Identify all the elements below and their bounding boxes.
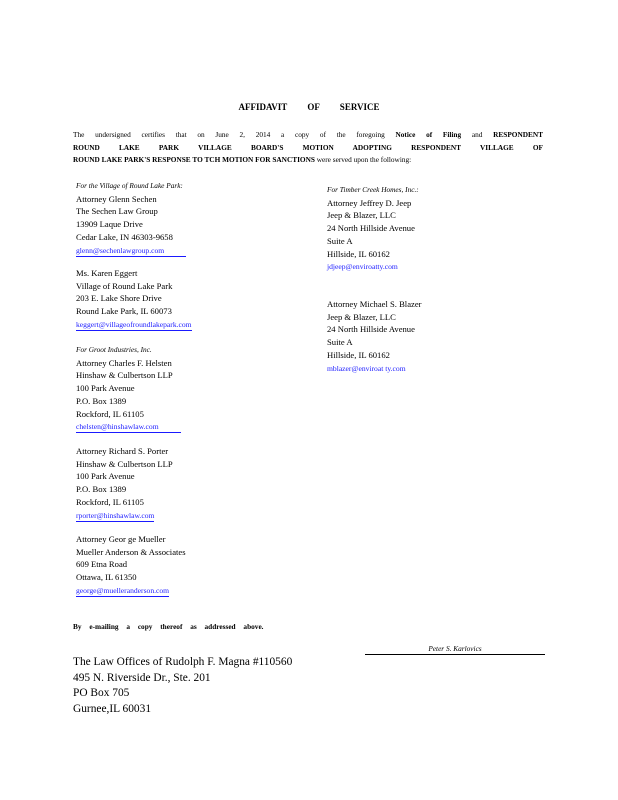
address-line: Rockford, IL 61105	[76, 408, 144, 419]
address-line: Jeep & Blazer, LLC	[327, 311, 396, 322]
address-line: Ms. Karen Eggert	[76, 268, 138, 278]
address-line: 609 Etna Road	[76, 559, 128, 570]
address-line: Suite A	[327, 235, 353, 246]
address-block	[327, 298, 422, 374]
firm-address-block	[73, 655, 292, 717]
address-line: 203 E. Lake Shore Drive	[76, 293, 162, 304]
address-line: Suite A	[327, 337, 353, 348]
address-line: Rockford, IL 61105	[76, 496, 144, 507]
statement-text: were served upon the following:	[314, 155, 412, 164]
address-line: Jeep & Blazer, LLC	[327, 210, 396, 221]
address-line: P.O. Box 1389	[76, 395, 127, 406]
signature-line: Peter S. Karlovics	[365, 643, 545, 655]
address-block	[327, 184, 419, 273]
address-block	[76, 344, 181, 433]
address-line: Attorney Jeffrey D. Jeep	[327, 197, 412, 208]
motion-title-text: ROUND LAKE PARK VILLAGE BOARD'S MOTION ADOPTING RESPONDENT VILLAGE OF	[73, 142, 543, 152]
address-line: The Sechen Law Group	[76, 206, 158, 217]
party-heading: For Timber Creek Homes, Inc.:	[327, 185, 419, 194]
statement-text: The undersigned certifies that on June 2, 2014 a copy of the foregoing	[73, 130, 396, 139]
address-line: Attorney Charles F. Helsten	[76, 357, 172, 368]
address-line: Attorney Glenn Sechen	[76, 193, 157, 204]
notice-of-filing-text: Notice of Filing	[395, 130, 462, 139]
email-link[interactable]: mblazer@enviroat ty.com	[327, 363, 406, 373]
address-line: Round Lake Park, IL 60073	[76, 306, 172, 317]
statement-line-3	[73, 154, 543, 167]
statement-text: and	[461, 130, 494, 139]
address-line: Attorney Geor ge Mueller	[76, 534, 166, 544]
email-link[interactable]: chelsten@hinshawlaw.com	[76, 422, 181, 433]
address-line: Attorney Michael S. Blazer	[327, 299, 422, 309]
address-line: Ottawa, IL 61350	[76, 572, 137, 583]
address-line: Attorney Richard S. Porter	[76, 446, 169, 456]
firm-line: The Law Offices of Rudolph F. Magna #110560	[73, 656, 293, 668]
address-line: Hillside, IL 60162	[327, 248, 390, 259]
address-line: Hillside, IL 60162	[327, 349, 390, 360]
email-link[interactable]: george@muelleranderson.com	[76, 585, 170, 595]
address-line: Village of Round Lake Park	[76, 280, 173, 291]
address-line: 24 North Hillside Avenue	[327, 223, 415, 234]
address-line: Cedar Lake, IN 46303-9658	[76, 231, 173, 242]
address-block	[76, 533, 186, 597]
party-heading: For the Village of Round Lake Park:	[76, 181, 183, 190]
address-line: 100 Park Avenue	[76, 383, 135, 394]
address-line: Hinshaw & Culbertson LLP	[76, 370, 173, 381]
respondent-text: RESPONDENT	[493, 130, 543, 139]
address-line: Mueller Anderson & Associates	[76, 546, 186, 557]
firm-line: PO Box 705	[73, 687, 130, 699]
email-link[interactable]: keggert@villageofroundlakepark.com	[76, 319, 192, 329]
document-title: AFFIDAVIT OF SERVICE	[238, 102, 380, 112]
address-block	[76, 180, 186, 257]
address-block	[76, 267, 192, 331]
motion-title-text: ROUND LAKE PARK'S RESPONSE TO TCH MOTION FOR SANCTIONS	[73, 155, 315, 164]
address-line: 24 North Hillside Avenue	[327, 324, 415, 335]
statement-line-2	[73, 142, 543, 155]
email-link[interactable]: glenn@sechenlawgroup.com	[76, 246, 186, 257]
email-link[interactable]: rporter@hinshawlaw.com	[76, 510, 155, 520]
address-line: Hinshaw & Culbertson LLP	[76, 458, 173, 469]
address-line: 13909 Laque Drive	[76, 219, 143, 230]
address-block	[76, 445, 173, 522]
address-line: P.O. Box 1389	[76, 484, 127, 495]
statement-line-1	[73, 129, 543, 142]
firm-line: 495 N. Riverside Dr., Ste. 201	[73, 671, 211, 684]
service-method-note: By e-mailing a copy thereof as addressed above.	[73, 622, 264, 631]
service-statement	[73, 129, 543, 167]
email-link[interactable]: jdjeep@enviroatty.com	[327, 262, 398, 272]
firm-line: Gurnee,IL 60031	[73, 702, 152, 715]
address-line: 100 Park Avenue	[76, 471, 135, 482]
party-heading: For Groot Industries, Inc.	[76, 345, 152, 354]
